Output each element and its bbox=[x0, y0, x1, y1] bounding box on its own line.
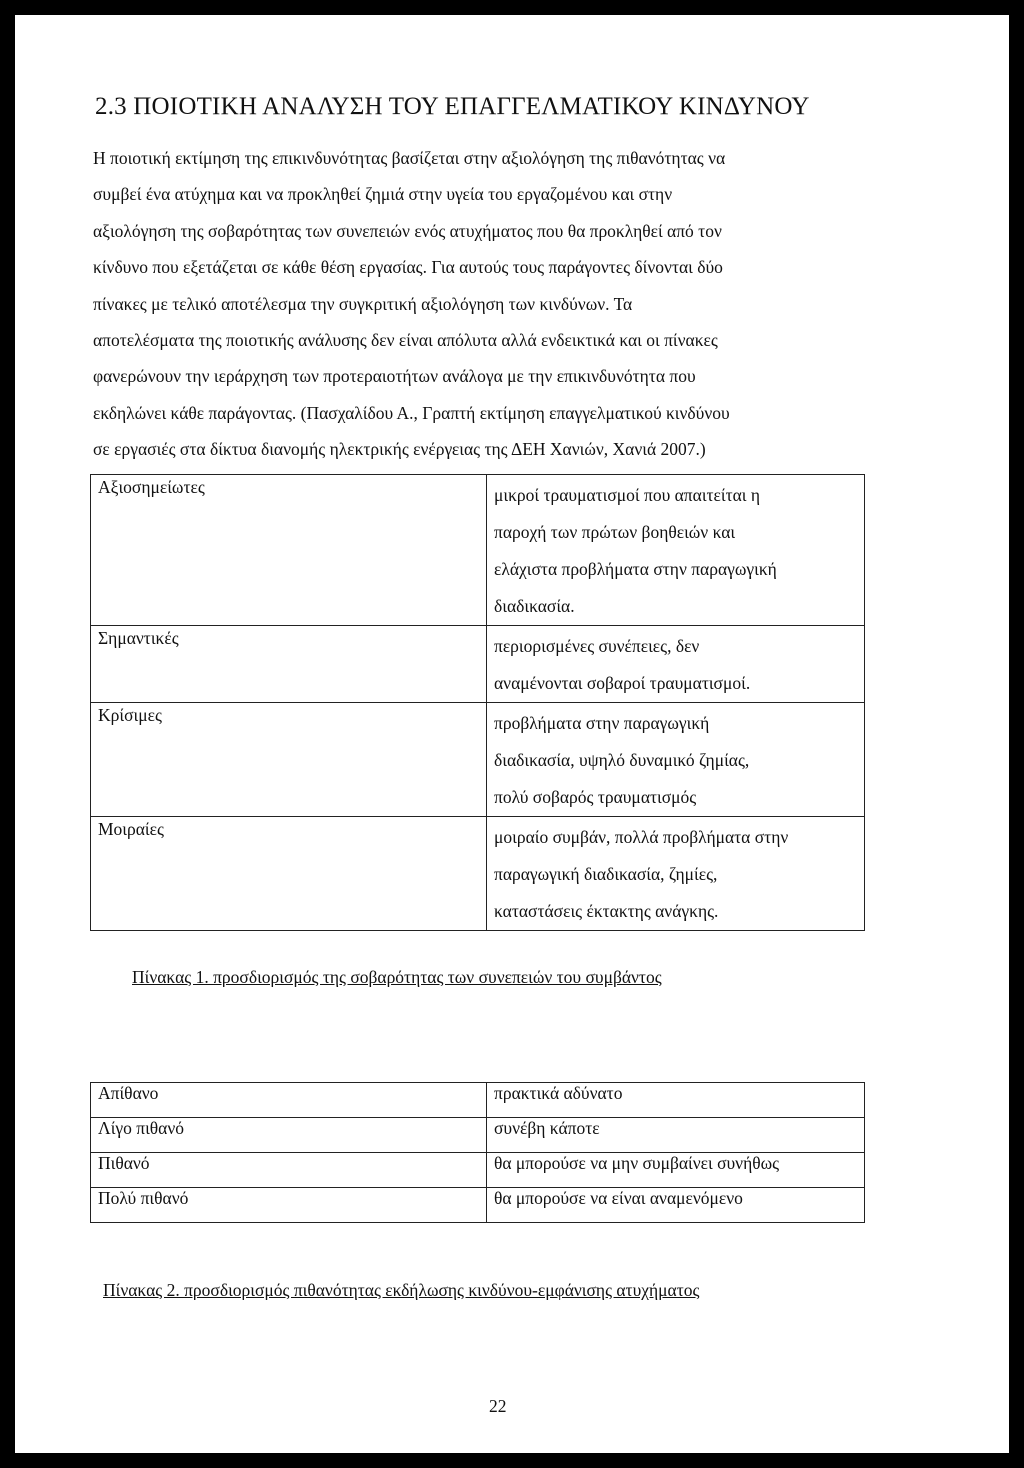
probability-table bbox=[90, 1082, 865, 1223]
probability-level: Πολύ πιθανό bbox=[91, 1188, 487, 1223]
severity-table bbox=[90, 474, 865, 931]
probability-level: Λίγο πιθανό bbox=[91, 1118, 487, 1153]
description-line: καταστάσεις έκτακτης ανάγκης. bbox=[494, 901, 719, 921]
severity-description bbox=[487, 475, 865, 626]
table-row bbox=[91, 817, 865, 931]
page-number: 22 bbox=[489, 1396, 507, 1416]
paragraph-line: φανερώνουν την ιεράρχηση των προτεραιοτήτων ανάλογα με την επικινδυνότητα που bbox=[93, 366, 696, 387]
description-line: αναμένονται σοβαροί τραυματισμοί. bbox=[494, 673, 751, 693]
table1-caption: Πίνακας 1. προσδιορισμός της σοβαρότητας των συνεπειών του συμβάντος bbox=[132, 967, 662, 987]
severity-description bbox=[487, 817, 865, 931]
table2-caption: Πίνακας 2. προσδιορισμός πιθανότητας εκδήλωσης κινδύνου-εμφάνισης ατυχήματος bbox=[103, 1280, 700, 1300]
description-line: μοιραίο συμβάν, πολλά προβλήματα στην bbox=[494, 827, 789, 847]
paragraph-line: σε εργασιές στα δίκτυα διανομής ηλεκτρικής ενέργειας της ΔΕΗ Χανιών, Χανιά 2007.) bbox=[93, 439, 706, 460]
probability-description: συνέβη κάποτε bbox=[487, 1118, 865, 1153]
severity-level: Κρίσιμες bbox=[91, 703, 487, 817]
probability-level: Πιθανό bbox=[91, 1153, 487, 1188]
paragraph-line: αποτελέσματα της ποιοτικής ανάλυσης δεν είναι απόλυτα αλλά ενδεικτικά και οι πίνακες bbox=[93, 330, 718, 351]
section-heading: 2.3 ΠΟΙΟΤΙΚΗ ΑΝΑΛΥΣΗ ΤΟΥ ΕΠΑΓΓΕΛΜΑΤΙΚΟΥ ΚΙΝΔΥΝΟΥ bbox=[95, 93, 810, 120]
severity-description bbox=[487, 703, 865, 817]
table-row bbox=[91, 1083, 865, 1118]
severity-level: Σημαντικές bbox=[91, 626, 487, 703]
paragraph-line: συμβεί ένα ατύχημα και να προκληθεί ζημιά στην υγεία του εργαζομένου και στην bbox=[93, 184, 673, 205]
table-row bbox=[91, 703, 865, 817]
probability-description: θα μπορούσε να μην συμβαίνει συνήθως bbox=[487, 1153, 865, 1188]
paragraph-line: εκδηλώνει κάθε παράγοντας. (Πασχαλίδου Α., Γραπτή εκτίμηση επαγγελματικού κινδύνου bbox=[93, 402, 730, 423]
description-line: περιορισμένες συνέπειες, δεν bbox=[494, 636, 700, 656]
table-row bbox=[91, 475, 865, 626]
probability-level: Απίθανο bbox=[91, 1083, 487, 1118]
table-row bbox=[91, 1153, 865, 1188]
description-line: διαδικασία. bbox=[494, 596, 575, 616]
description-line: ελάχιστα προβλήματα στην παραγωγική bbox=[494, 559, 777, 579]
description-line: παραγωγική διαδικασία, ζημίες, bbox=[494, 864, 718, 884]
severity-description bbox=[487, 626, 865, 703]
table-row bbox=[91, 1118, 865, 1153]
body-paragraph bbox=[93, 140, 895, 468]
paragraph-line: αξιολόγηση της σοβαρότητας των συνεπειών ενός ατυχήματος που θα προκληθεί από τον bbox=[93, 220, 722, 241]
description-line: μικροί τραυματισμοί που απαιτείται η bbox=[494, 485, 761, 505]
description-line: παροχή των πρώτων βοηθειών και bbox=[494, 522, 736, 542]
paragraph-line: πίνακες με τελικό αποτέλεσμα την συγκριτική αξιολόγηση των κινδύνων. Τα bbox=[93, 293, 633, 314]
description-line: προβλήματα στην παραγωγική bbox=[494, 713, 710, 733]
description-line: πολύ σοβαρός τραυματισμός bbox=[494, 787, 697, 807]
paragraph-line: Η ποιοτική εκτίμηση της επικινδυνότητας βασίζεται στην αξιολόγηση της πιθανότητας να bbox=[93, 148, 726, 168]
severity-level: Μοιραίες bbox=[91, 817, 487, 931]
paragraph-line: κίνδυνο που εξετάζεται σε κάθε θέση εργασίας. Για αυτούς τους παράγοντες δίνονται δύο bbox=[93, 257, 723, 278]
description-line: διαδικασία, υψηλό δυναμικό ζημίας, bbox=[494, 750, 750, 770]
probability-description: πρακτικά αδύνατο bbox=[487, 1083, 865, 1118]
table-row bbox=[91, 626, 865, 703]
probability-description: θα μπορούσε να είναι αναμενόμενο bbox=[487, 1188, 865, 1223]
severity-level: Αξιοσημείωτες bbox=[91, 475, 487, 626]
table-row bbox=[91, 1188, 865, 1223]
